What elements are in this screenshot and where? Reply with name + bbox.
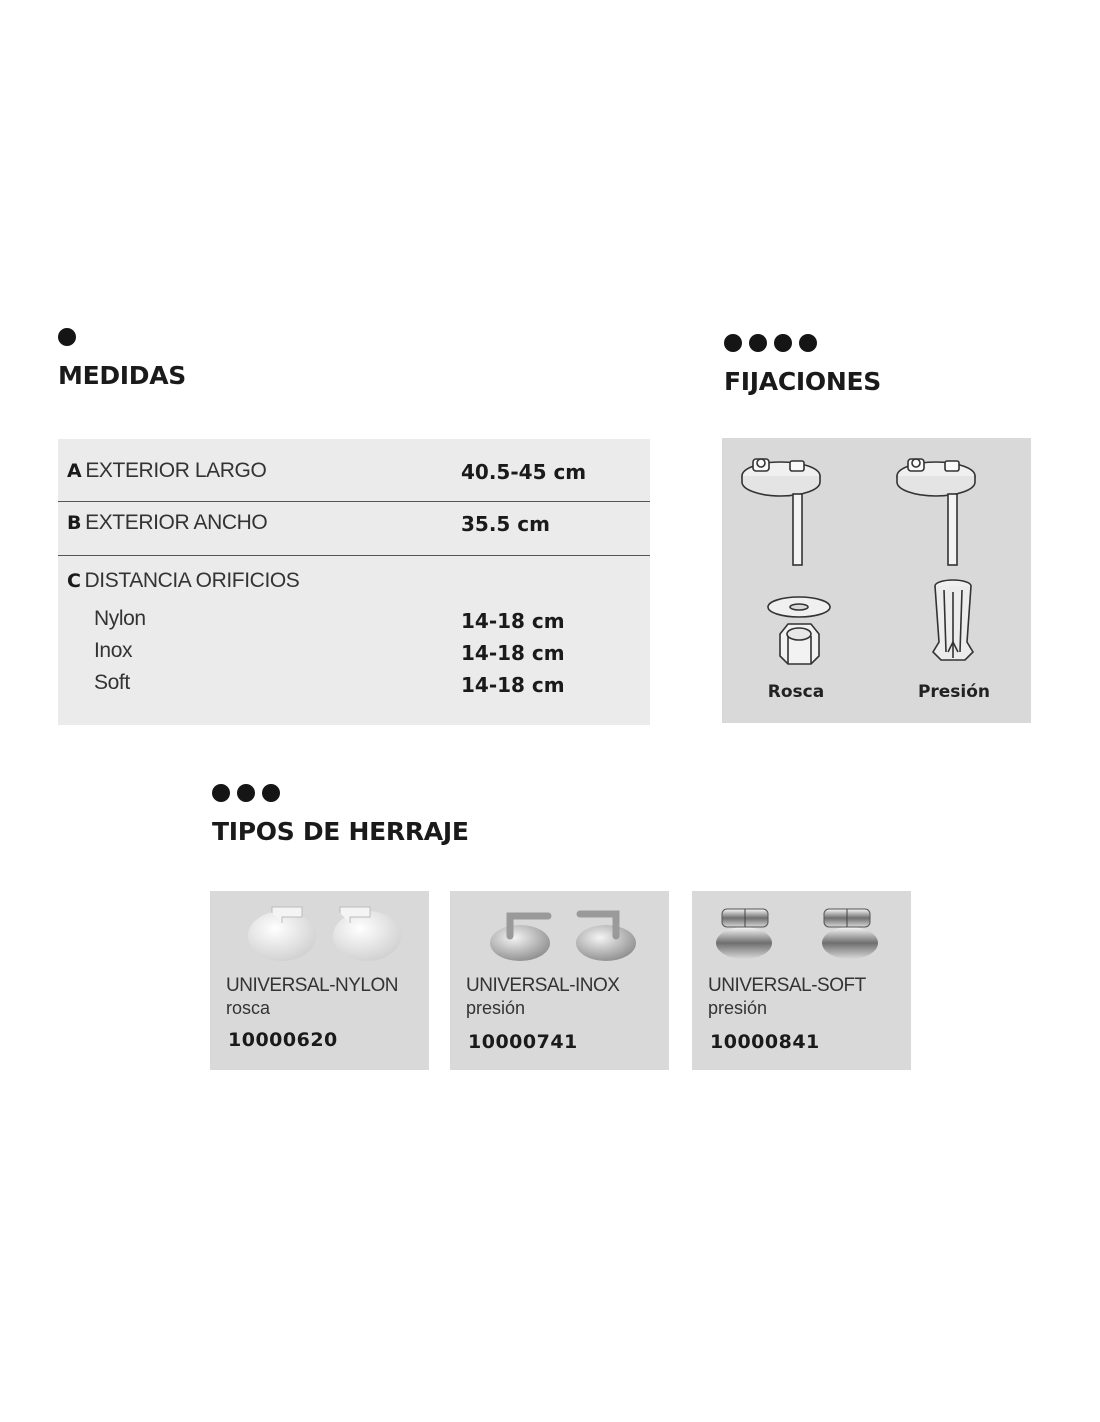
row-label-text: EXTERIOR ANCHO [85, 511, 268, 534]
herraje-title: TIPOS DE HERRAJE [212, 817, 469, 846]
row-divider [58, 555, 650, 556]
hinge-code: 10000841 [710, 1031, 820, 1053]
row-letter: B [67, 512, 82, 534]
bullet-dot-icon [774, 334, 792, 352]
row-label-text: DISTANCIA ORIFICIOS [84, 569, 300, 592]
hinge-type: presión [466, 998, 526, 1018]
bullet-dot-icon [212, 784, 230, 802]
subrow-label: Soft [94, 671, 130, 694]
fijaciones-title: FIJACIONES [724, 367, 881, 396]
row-letter: A [67, 460, 82, 482]
row-label [67, 569, 299, 593]
fijaciones-panel [722, 438, 1031, 723]
chrome-soft-close-hinge-icon [692, 891, 911, 971]
medidas-table [58, 439, 650, 725]
bullet-dot-icon [724, 334, 742, 352]
herraje-bullets [212, 784, 280, 802]
subrow-value: 14-18 cm [461, 641, 565, 665]
hinge-card-nylon [210, 891, 429, 1070]
hinge-code: 10000620 [228, 1029, 338, 1051]
row-letter: C [67, 570, 81, 592]
row-label-text: EXTERIOR LARGO [85, 459, 267, 482]
row-label [67, 459, 266, 483]
fixing-caption-presion: Presión [917, 682, 991, 702]
screw-nut-fixing-icon [722, 438, 1031, 723]
row-divider [58, 501, 650, 502]
row-value: 35.5 cm [461, 512, 551, 536]
hinge-name: UNIVERSAL-SOFT [708, 975, 866, 996]
bullet-dot-icon [262, 784, 280, 802]
medidas-title: MEDIDAS [58, 361, 187, 390]
hinge-type: rosca [226, 998, 271, 1018]
subrow-label: Nylon [94, 607, 146, 630]
bullet-dot-icon [237, 784, 255, 802]
hinge-code: 10000741 [468, 1031, 578, 1053]
subrow-value: 14-18 cm [461, 609, 565, 633]
hinge-name: UNIVERSAL-INOX [466, 975, 620, 996]
hinge-card-soft [692, 891, 911, 1070]
bullet-dot-icon [749, 334, 767, 352]
fijaciones-bullets [724, 334, 817, 352]
hinge-type: presión [708, 998, 768, 1018]
subrow-label: Inox [94, 639, 133, 662]
hinge-card-inox [450, 891, 669, 1070]
steel-hinge-icon [450, 891, 669, 971]
fixing-caption-rosca: Rosca [767, 682, 825, 702]
bullet-dot-icon [799, 334, 817, 352]
row-value: 40.5-45 cm [461, 460, 587, 484]
bullet-dot-icon [58, 328, 76, 346]
white-nylon-hinge-icon [210, 891, 429, 971]
row-label [67, 511, 267, 535]
hinge-name: UNIVERSAL-NYLON [226, 975, 398, 996]
medidas-bullet [58, 328, 76, 346]
subrow-value: 14-18 cm [461, 673, 565, 697]
